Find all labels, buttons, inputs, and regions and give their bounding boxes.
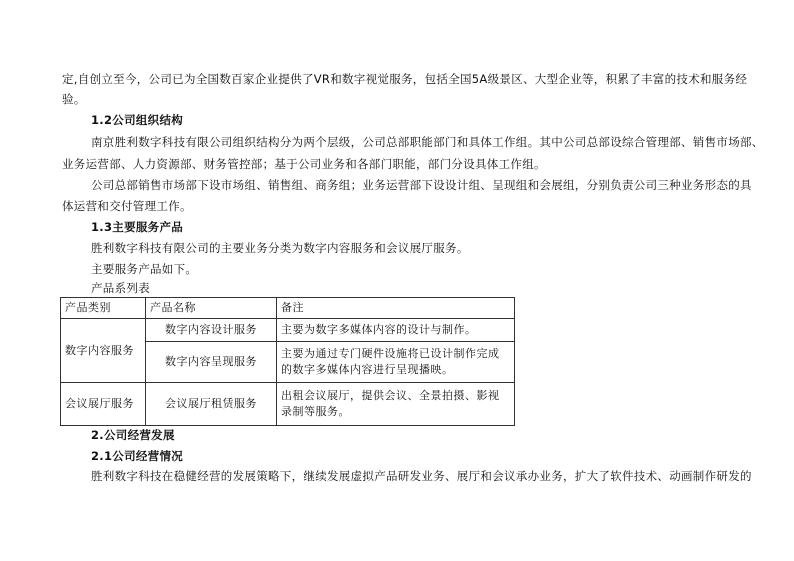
paragraph-line: 主要服务产品如下。 bbox=[91, 262, 198, 276]
section-heading: 2.公司经营发展 bbox=[91, 428, 175, 442]
section-heading: 1.3主要服务产品 bbox=[91, 220, 184, 234]
paragraph-line: 业务运营部、人力资源部、财务管控部；基于公司业务和各部门职能，部门分设具体工作组。 bbox=[62, 157, 546, 171]
header-category: 产品类别 bbox=[61, 298, 146, 319]
product-name-cell: 会议展厅租赁服务 bbox=[146, 383, 277, 426]
section-heading: 1.2公司组织结构 bbox=[91, 113, 184, 127]
category-cell: 数字内容服务 bbox=[61, 319, 146, 383]
note-cell: 主要为通过专门硬件设施将已设计制作完成的数字多媒体内容进行呈现播映。 bbox=[277, 342, 515, 383]
table-header-row bbox=[61, 298, 515, 319]
paragraph-line: 胜利数字科技在稳健经营的发展策略下，继续发展虚拟产品研发业务、展厅和会议承办业务，扩大了软件技术、动画制作研发的 bbox=[91, 469, 752, 483]
product-table bbox=[60, 297, 515, 426]
paragraph-line: 公司总部销售市场部下设市场组、销售组、商务组；业务运营部下设设计组、呈现组和会展组，分别负责公司三种业务形态的具 bbox=[91, 178, 752, 192]
note-cell: 主要为数字多媒体内容的设计与制作。 bbox=[277, 319, 515, 342]
paragraph-line: 验。 bbox=[62, 92, 86, 106]
table-row bbox=[61, 383, 515, 426]
paragraph-line: 南京胜利数字科技有限公司组织结构分为两个层级，公司总部职能部门和具体工作组。其中公司总部设综合管理部、销售市场部、 bbox=[91, 135, 764, 149]
product-name-cell: 数字内容呈现服务 bbox=[146, 342, 277, 383]
header-name: 产品名称 bbox=[146, 298, 277, 319]
note-cell: 出租会议展厅，提供会议、全景拍摄、影视录制等服务。 bbox=[277, 383, 515, 426]
paragraph-line: 定,自创立至今，公司已为全国数百家企业提供了VR和数字视觉服务，包括全国5A级景区、大型企业等，积累了丰富的技术和服务经 bbox=[62, 72, 748, 86]
table-caption: 产品系列表 bbox=[91, 281, 150, 295]
section-heading: 2.1公司经营情况 bbox=[91, 449, 184, 463]
product-name-cell: 数字内容设计服务 bbox=[146, 319, 277, 342]
paragraph-line: 胜利数字科技有限公司的主要业务分类为数字内容服务和会议展厅服务。 bbox=[91, 241, 469, 255]
category-cell: 会议展厅服务 bbox=[61, 383, 146, 426]
header-note: 备注 bbox=[277, 298, 515, 319]
paragraph-line: 体运营和交付管理工作。 bbox=[62, 199, 192, 213]
table-row bbox=[61, 319, 515, 342]
